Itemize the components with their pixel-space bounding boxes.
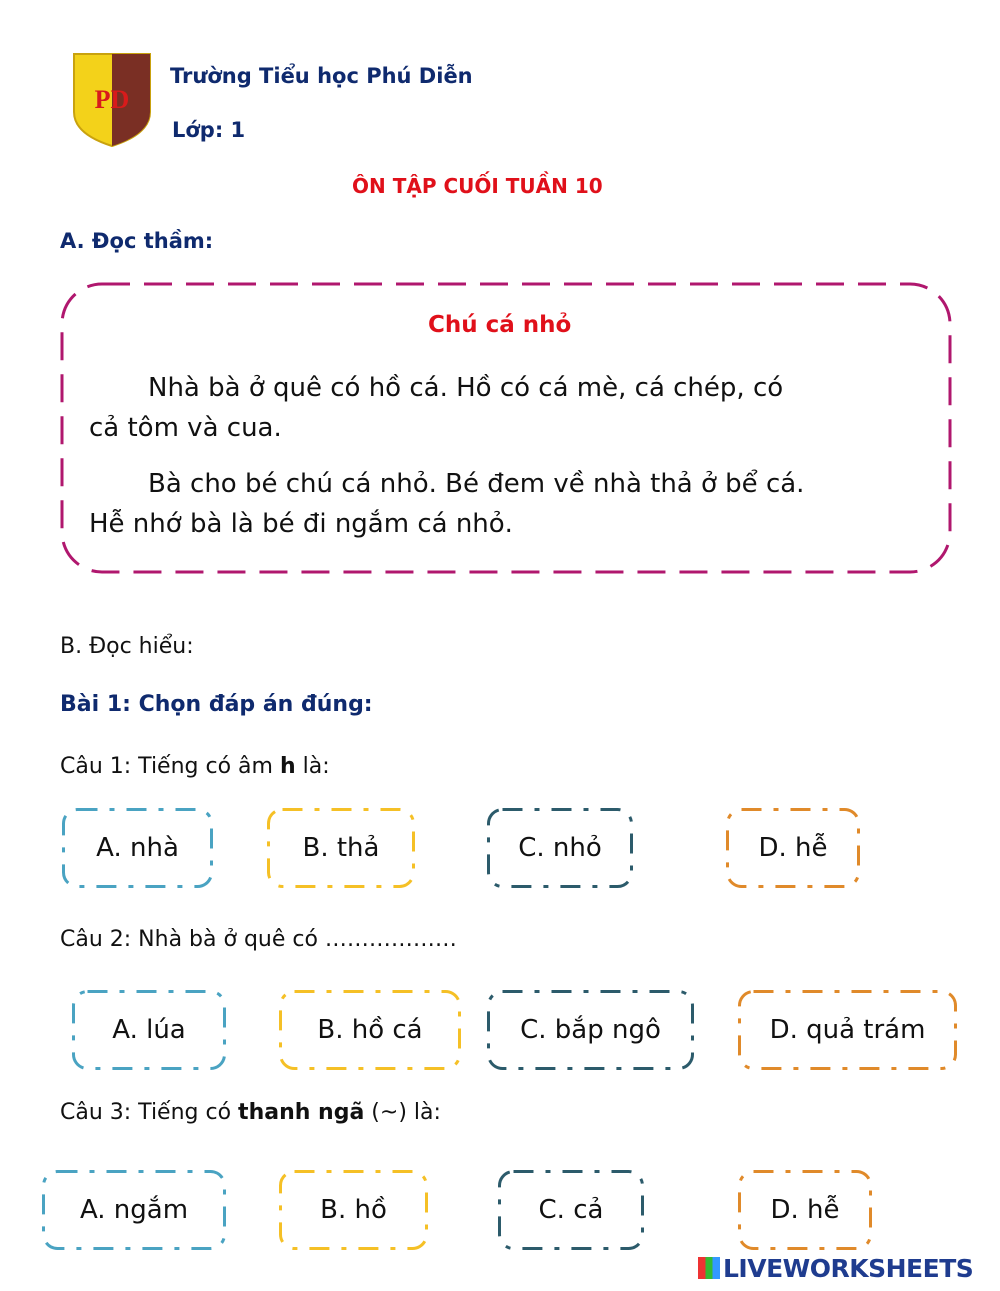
question-3: Câu 3: Tiếng có thanh ngã (~) là: [60,1100,441,1125]
q2-option-c[interactable]: C. bắp ngô [487,990,694,1070]
q3-option-d[interactable]: D. hễ [738,1170,872,1250]
q1-option-a[interactable]: A. nhà [62,808,213,888]
q3-option-a[interactable]: A. ngắm [42,1170,226,1250]
question-1: Câu 1: Tiếng có âm h là: [60,754,330,779]
liveworksheets-watermark: LIVEWORKSHEETS [698,1254,973,1283]
q2-option-d[interactable]: D. quả trám [738,990,957,1070]
option-dashed-border [267,808,415,888]
q1-option-b[interactable]: B. thả [267,808,415,888]
q3-option-b[interactable]: B. hồ [279,1170,428,1250]
passage-line: Nhà bà ở quê có hồ cá. Hồ có cá mè, cá chép, có [148,373,784,403]
option-dashed-border [72,990,226,1070]
option-dashed-border [487,990,694,1070]
liveworksheets-logo-icon [698,1257,720,1279]
option-dashed-border [279,1170,428,1250]
page-title: ÔN TẬP CUỐI TUẦN 10 [352,174,603,198]
passage-line: Hễ nhớ bà là bé đi ngắm cá nhỏ. [89,509,513,539]
passage-line: Bà cho bé chú cá nhỏ. Bé đem về nhà thả ở bể cá. [148,469,805,499]
option-dashed-border [279,990,461,1070]
option-dashed-border [42,1170,226,1250]
section-a-heading: A. Đọc thầm: [60,229,214,253]
q3-option-c[interactable]: C. cả [498,1170,644,1250]
story-title: Chú cá nhỏ [428,312,572,338]
q2-option-b[interactable]: B. hồ cá [279,990,461,1070]
q1-option-d[interactable]: D. hễ [726,808,860,888]
passage-line: cả tôm và cua. [89,413,282,443]
question-2: Câu 2: Nhà bà ở quê có ……………… [60,927,457,952]
q2-option-a[interactable]: A. lúa [72,990,226,1070]
option-dashed-border [62,808,213,888]
svg-text:PD: PD [94,85,130,114]
option-dashed-border [498,1170,644,1250]
option-dashed-border [738,1170,872,1250]
exercise-heading: Bài 1: Chọn đáp án đúng: [60,692,373,717]
q1-option-c[interactable]: C. nhỏ [487,808,633,888]
class-label: Lớp: 1 [172,118,246,142]
option-dashed-border [487,808,633,888]
option-dashed-border [738,990,957,1070]
option-dashed-border [726,808,860,888]
section-b-heading: B. Đọc hiểu: [60,634,194,659]
school-name: Trường Tiểu học Phú Diễn [170,64,473,88]
school-logo [72,52,152,148]
